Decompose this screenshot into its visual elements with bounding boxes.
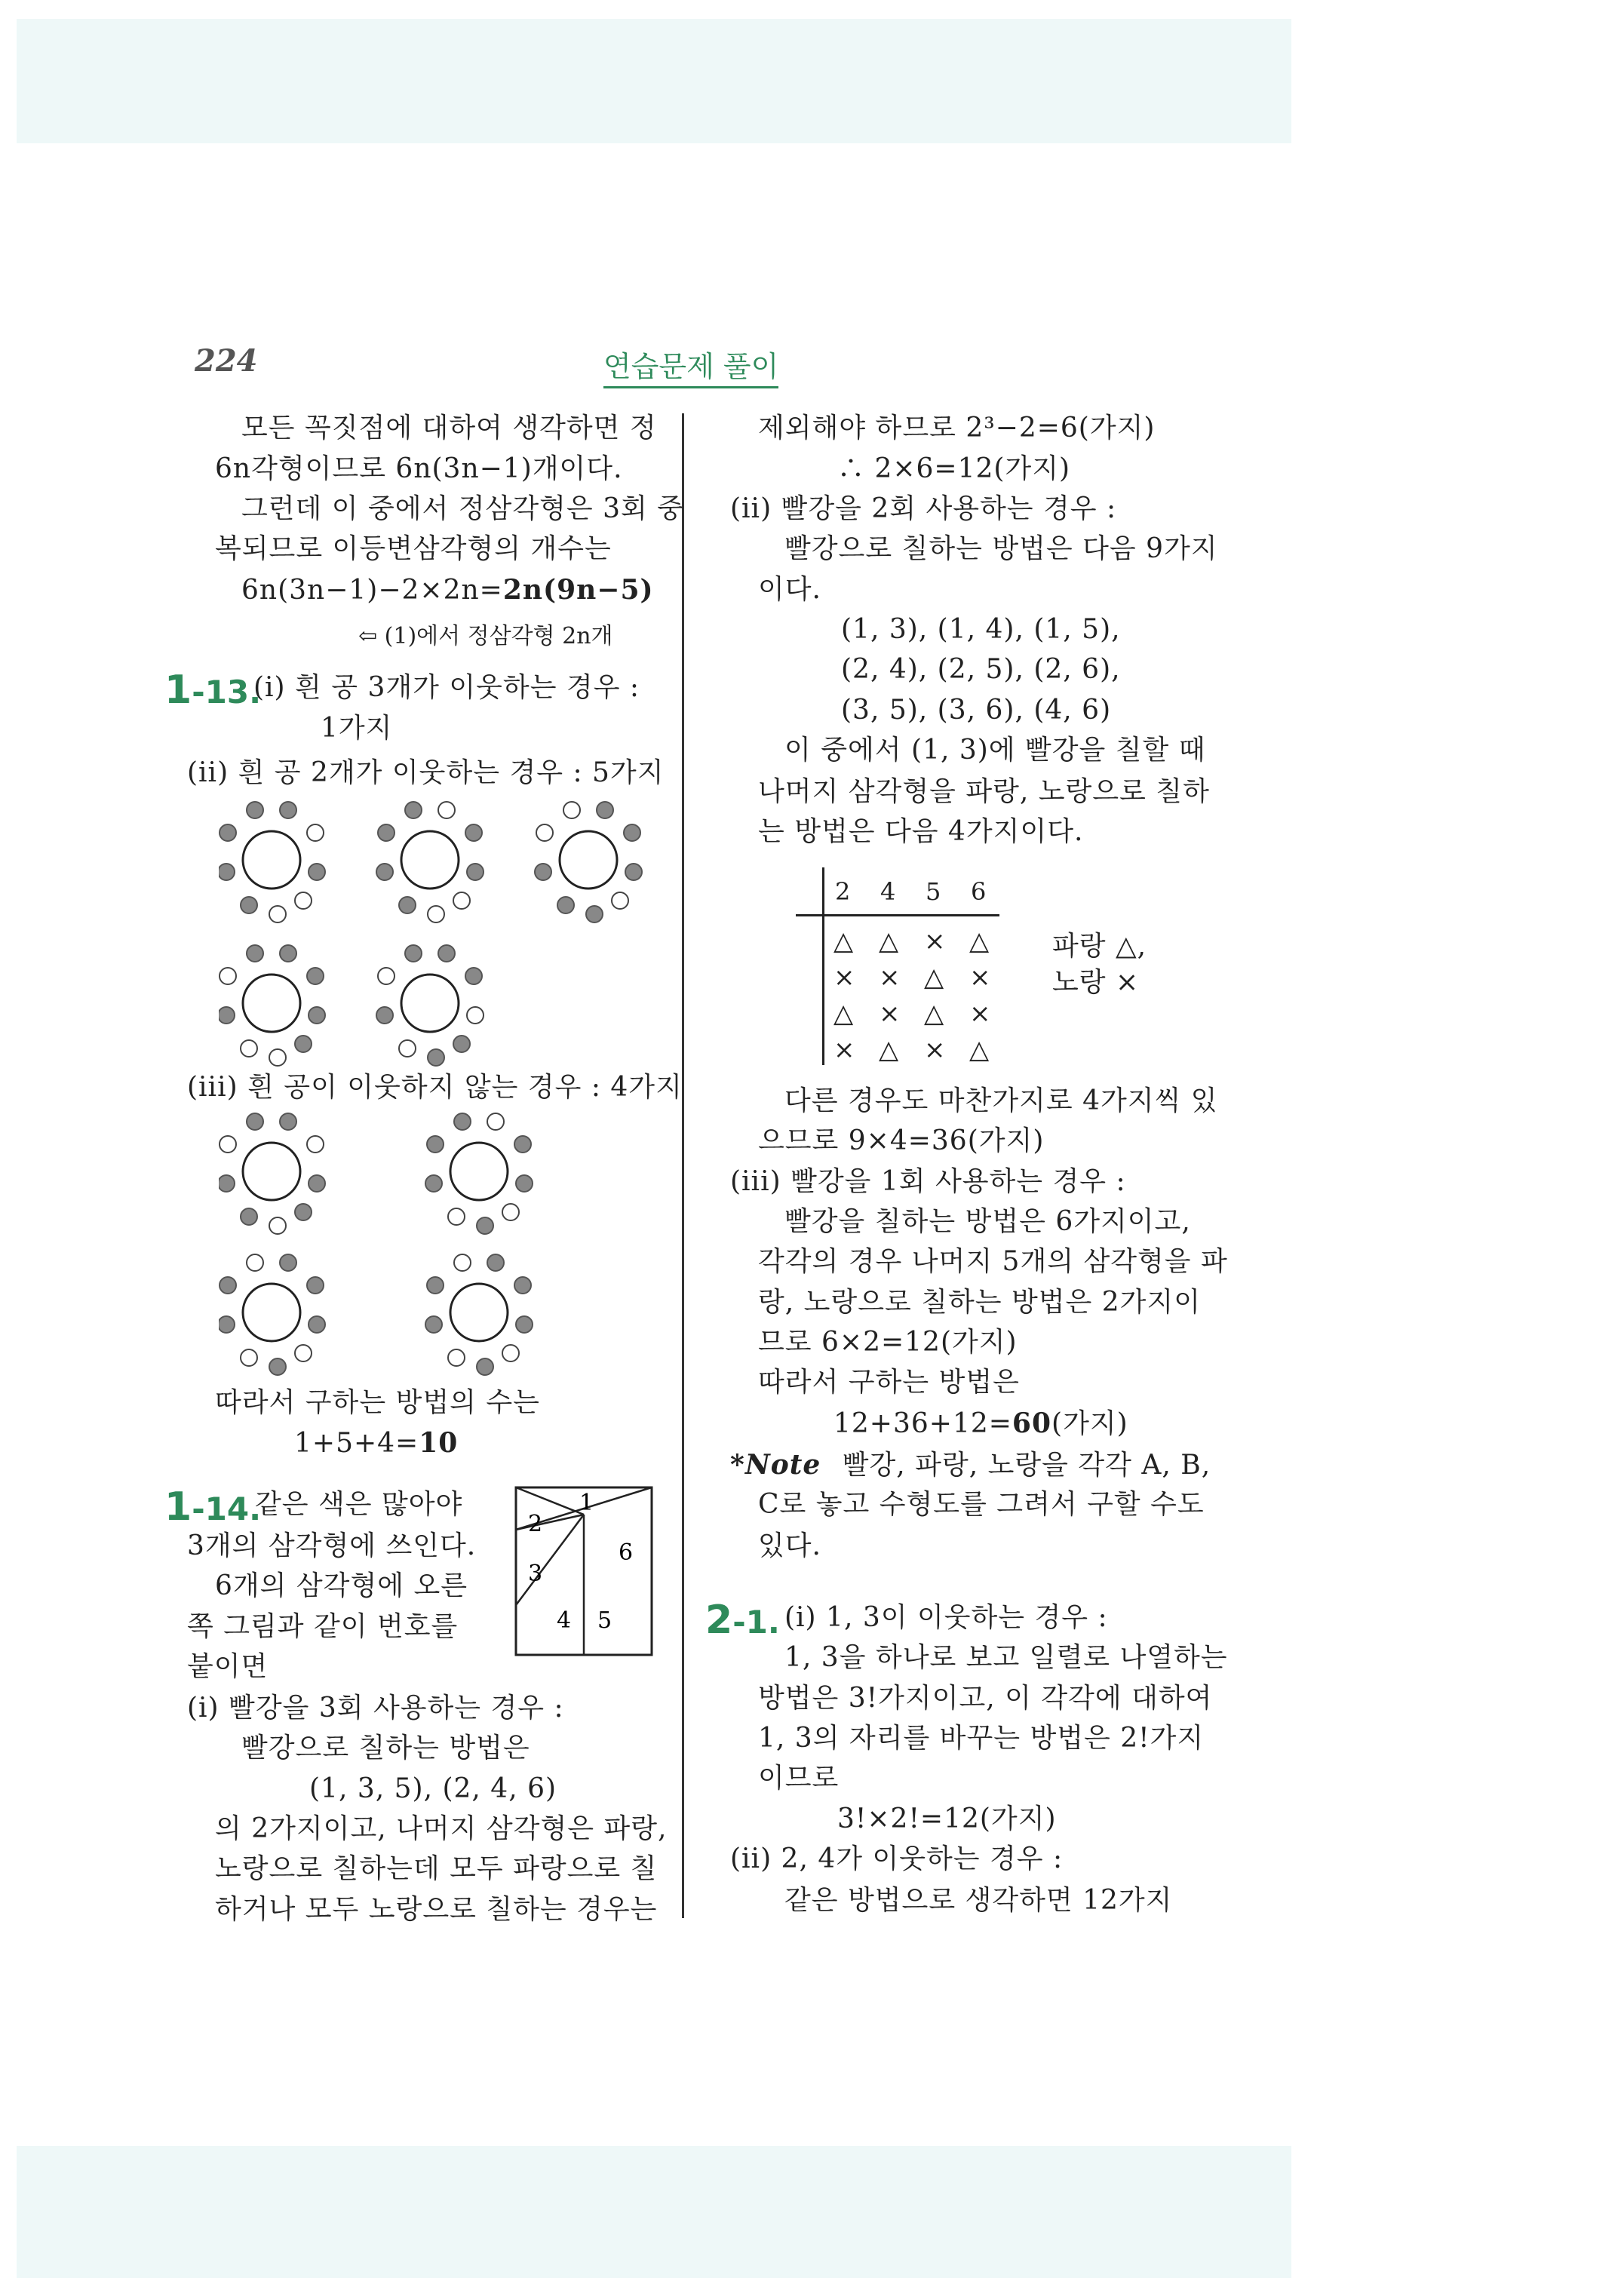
p21-line-2: 방법은 3!가지이고, 이 각각에 대하여 xyxy=(758,1683,1213,1714)
p114-case-i-line-1: 빨강으로 칠하는 방법은 xyxy=(241,1733,530,1763)
right-line-18: 므로 6×2=12(가지) xyxy=(758,1327,1018,1358)
bottom-margin-band xyxy=(17,2146,1291,2278)
right-line-13: 으므로 9×4=36(가지) xyxy=(758,1125,1045,1156)
case-i-header: (i) 흰 공 3개가 이웃하는 경우 : xyxy=(253,672,640,703)
problem-major: 2 xyxy=(705,1598,733,1643)
case-ii-header: (ii) 흰 공 2개가 이웃하는 경우 : 5가지 xyxy=(187,757,665,788)
table-row xyxy=(833,962,1015,993)
circle-diagrams-case-iii xyxy=(219,1113,566,1384)
note-line-3: 있다. xyxy=(758,1530,821,1561)
p114-case-i-line-2: (1, 3, 5), (2, 4, 6) xyxy=(309,1773,557,1804)
legend-blue: 파랑 △, xyxy=(1052,931,1147,962)
table-cell: × xyxy=(833,962,856,993)
note-line-2: C로 놓고 수형도를 그려서 구할 수도 xyxy=(758,1489,1205,1520)
table-cell: △ xyxy=(879,926,900,956)
note-text-1: 빨강, 파랑, 노랑을 각각 A, B, xyxy=(842,1450,1211,1481)
sum-result: 10 xyxy=(419,1427,459,1459)
p21-line-1: 1, 3을 하나로 보고 일렬로 나열하는 xyxy=(784,1642,1228,1673)
problem-minor: -1. xyxy=(732,1604,780,1641)
triangle-label-3: 3 xyxy=(528,1561,543,1587)
header-cell: 5 xyxy=(926,877,942,906)
table-cell: × xyxy=(879,999,901,1029)
pair-row-3: (3, 5), (3, 6), (4, 6) xyxy=(841,695,1112,726)
table-cell: × xyxy=(879,962,901,993)
case-iii-header: (iii) 흰 공이 이웃하지 않는 경우 : 4가지 xyxy=(187,1072,683,1103)
triangle-label-4: 4 xyxy=(557,1607,572,1634)
note-label: *Note xyxy=(730,1449,821,1481)
table-row xyxy=(833,999,1015,1029)
column-divider xyxy=(682,413,684,1918)
table-cell: × xyxy=(969,999,992,1029)
right-total xyxy=(833,1408,1128,1439)
formula-result: 2n(9n−5) xyxy=(502,574,654,606)
right-line-17: 랑, 노랑으로 칠하는 방법은 2가지이 xyxy=(758,1287,1201,1318)
table-row xyxy=(833,1035,1015,1065)
right-line-2: ∴ 2×6=12(가지) xyxy=(837,453,1071,484)
p114-case-i-header: (i) 빨강을 3회 사용하는 경우 : xyxy=(187,1693,564,1724)
right-line-5: 이다. xyxy=(758,574,821,605)
p21-case-ii-header: (ii) 2, 4가 이웃하는 경우 : xyxy=(730,1843,1064,1874)
legend-yellow: 노랑 × xyxy=(1052,967,1140,998)
triangle-numbering-diagram xyxy=(513,1484,656,1659)
right-line-15: 빨강을 칠하는 방법은 6가지이고, xyxy=(784,1206,1191,1237)
p114-line-2: 3개의 삼각형에 쓰인다. xyxy=(187,1530,477,1561)
triangle-label-1: 1 xyxy=(579,1490,594,1516)
table-cell: △ xyxy=(833,999,855,1029)
right-line-11: 는 방법은 다음 4가지이다. xyxy=(758,816,1084,847)
problem-major: 1 xyxy=(164,1484,192,1530)
p114-line-1: 같은 색은 많아야 xyxy=(255,1489,463,1520)
p114-line-4: 쪽 그림과 같이 번호를 xyxy=(187,1611,459,1642)
p21-line-6: 같은 방법으로 생각하면 12가지 xyxy=(784,1885,1173,1916)
triangle-label-2: 2 xyxy=(528,1511,543,1537)
right-line-16: 각각의 경우 나머지 5개의 삼각형을 파 xyxy=(758,1246,1228,1277)
right-line-1: 제외해야 하므로 2³−2=6(가지) xyxy=(758,413,1156,444)
problem-minor: -14. xyxy=(192,1490,262,1527)
left-line-1: 모든 꼭짓점에 대하여 생각하면 정 xyxy=(241,413,657,444)
right-line-19: 따라서 구하는 방법은 xyxy=(758,1367,1020,1398)
formula-lhs: 6n(3n−1)−2×2n= xyxy=(241,575,503,606)
table-cell: △ xyxy=(924,999,945,1029)
table-cell: △ xyxy=(969,926,990,956)
note-line-1 xyxy=(730,1450,1211,1481)
left-remark: ⇦ (1)에서 정삼각형 2n개 xyxy=(358,623,613,649)
pair-row-2: (2, 4), (2, 5), (2, 6), xyxy=(841,654,1121,685)
total-expression: 12+36+12= xyxy=(833,1408,1012,1439)
p114-case-i-line-3: 의 2가지이고, 나머지 삼각형은 파랑, xyxy=(215,1813,668,1844)
p114-line-3: 6개의 삼각형에 오른 xyxy=(215,1570,468,1601)
circle-diagrams-case-ii xyxy=(219,800,671,1079)
p21-line-5: 3!×2!=12(가지) xyxy=(837,1803,1057,1834)
table-header-row xyxy=(835,876,1016,907)
right-line-10: 나머지 삼각형을 파랑, 노랑으로 칠하 xyxy=(758,776,1210,807)
total-result: 60 xyxy=(1012,1407,1052,1439)
p21-line-4: 이므로 xyxy=(758,1763,840,1794)
header-cell: 6 xyxy=(971,877,987,906)
problem-1-13-label xyxy=(164,668,261,713)
left-line-2: 6n각형이므로 6n(3n−1)개이다. xyxy=(215,453,623,484)
table-horizontal-rule xyxy=(796,914,999,916)
problem-2-1-label xyxy=(705,1598,780,1643)
triangle-label-5: 5 xyxy=(597,1607,612,1634)
conclusion-line: 따라서 구하는 방법의 수는 xyxy=(215,1387,540,1418)
right-line-4: 빨강으로 칠하는 방법은 다음 9가지 xyxy=(784,533,1218,564)
p114-line-5: 붙이면 xyxy=(187,1651,269,1682)
p21-case-i-header: (i) 1, 3이 이웃하는 경우 : xyxy=(784,1602,1108,1633)
left-formula xyxy=(241,575,654,606)
chapter-title: 연습문제 풀이 xyxy=(603,343,778,388)
right-line-12: 다른 경우도 마찬가지로 4가지씩 있 xyxy=(784,1085,1218,1116)
right-line-9: 이 중에서 (1, 3)에 빨강을 칠할 때 xyxy=(784,735,1206,766)
table-cell: △ xyxy=(924,962,945,993)
case-i-result: 1가지 xyxy=(321,713,393,744)
p114-case-i-line-4: 노랑으로 칠하는데 모두 파랑으로 칠 xyxy=(215,1853,658,1884)
sum-expression: 1+5+4= xyxy=(294,1428,419,1459)
table-cell: △ xyxy=(969,1035,990,1065)
problem-major: 1 xyxy=(164,668,192,713)
header-cell: 2 xyxy=(835,877,852,906)
table-cell: × xyxy=(924,926,947,956)
left-line-3: 그런데 이 중에서 정삼각형은 3회 중 xyxy=(241,493,684,524)
right-case-iii-header: (iii) 빨강을 1회 사용하는 경우 : xyxy=(730,1166,1126,1197)
table-cell: × xyxy=(924,1035,947,1065)
table-cell: × xyxy=(833,1035,856,1065)
table-cell: △ xyxy=(879,1035,900,1065)
table-cell: △ xyxy=(833,926,855,956)
p114-case-i-line-5: 하거나 모두 노랑으로 칠하는 경우는 xyxy=(215,1894,658,1925)
p21-line-3: 1, 3의 자리를 바꾸는 방법은 2!가지 xyxy=(758,1723,1205,1754)
problem-minor: -13. xyxy=(192,674,262,711)
table-cell: × xyxy=(969,962,992,993)
left-line-4: 복되므로 이등변삼각형의 개수는 xyxy=(215,533,612,564)
top-margin-band xyxy=(17,19,1291,143)
table-vertical-rule xyxy=(822,867,824,1065)
total-unit: (가지) xyxy=(1051,1408,1128,1439)
page-number: 224 xyxy=(195,343,258,379)
problem-1-14-label xyxy=(164,1484,261,1530)
right-case-ii-header: (ii) 빨강을 2회 사용하는 경우 : xyxy=(730,493,1117,524)
conclusion-sum xyxy=(294,1428,458,1459)
table-row xyxy=(833,926,1015,956)
pair-row-1: (1, 3), (1, 4), (1, 5), xyxy=(841,614,1121,645)
triangle-label-6: 6 xyxy=(619,1539,634,1566)
header-cell: 4 xyxy=(880,877,897,906)
